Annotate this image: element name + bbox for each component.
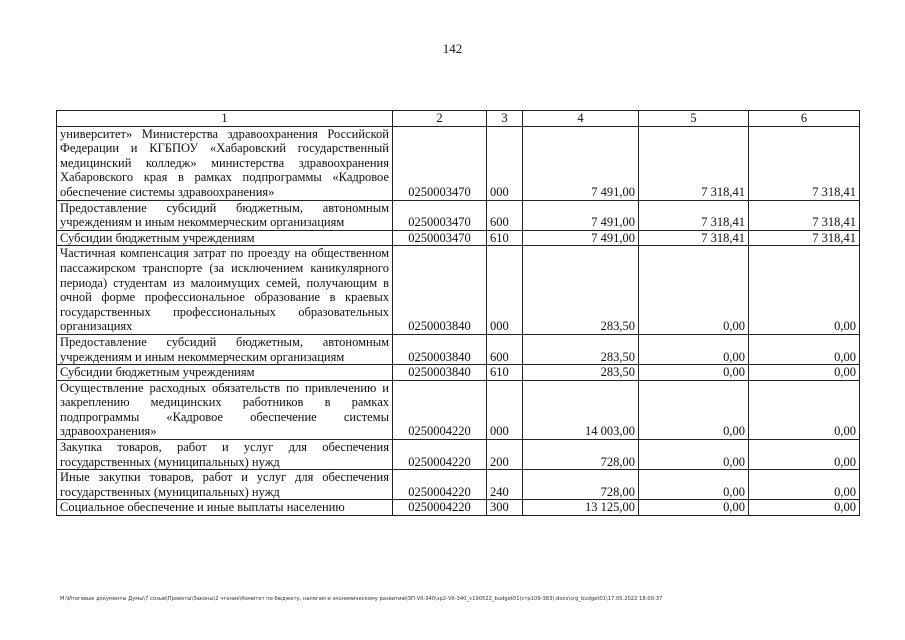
budget-table (56, 110, 860, 516)
value-col6: 7 318,41 (749, 200, 860, 230)
target-code: 0250003470 (393, 230, 487, 246)
value-col5: 7 318,41 (639, 230, 749, 246)
expense-type: 000 (487, 380, 523, 439)
value-col4: 283,50 (523, 365, 639, 381)
target-code: 0250003470 (393, 126, 487, 200)
value-col4: 283,50 (523, 334, 639, 364)
value-col4: 7 491,00 (523, 126, 639, 200)
target-code: 0250004220 (393, 500, 487, 516)
value-col4: 728,00 (523, 470, 639, 500)
value-col4: 728,00 (523, 440, 639, 470)
value-col6: 0,00 (749, 334, 860, 364)
column-header-4: 4 (523, 111, 639, 127)
value-col4: 7 491,00 (523, 200, 639, 230)
value-col6: 0,00 (749, 380, 860, 439)
target-code: 0250003840 (393, 334, 487, 364)
expense-type: 600 (487, 200, 523, 230)
value-col6: 7 318,41 (749, 230, 860, 246)
table-row (57, 365, 860, 381)
value-col5: 0,00 (639, 246, 749, 335)
expense-type: 300 (487, 500, 523, 516)
target-code: 0250004220 (393, 440, 487, 470)
target-code: 0250004220 (393, 380, 487, 439)
value-col6: 0,00 (749, 470, 860, 500)
row-name: Частичная компенсация затрат по проезду на общественном пассажирском транспорте (за исключением каникулярного периода) студентам из малоимущих семей, получающим в очной форме профессиональное образование в краевых государственных профессиональных образовательных организациях (57, 246, 393, 335)
expense-type: 200 (487, 440, 523, 470)
value-col6: 0,00 (749, 246, 860, 335)
table-row (57, 440, 860, 470)
expense-type: 610 (487, 230, 523, 246)
target-code: 0250003840 (393, 246, 487, 335)
expense-type: 000 (487, 246, 523, 335)
row-name: Закупка товаров, работ и услуг для обеспечения государственных (муниципальных) нужд (57, 440, 393, 470)
row-name: Предоставление субсидий бюджетным, автономным учреждениям и иным некоммерческим организациям (57, 200, 393, 230)
column-header-2: 2 (393, 111, 487, 127)
value-col5: 7 318,41 (639, 200, 749, 230)
row-name: Субсидии бюджетным учреждениям (57, 230, 393, 246)
value-col5: 7 318,41 (639, 126, 749, 200)
table-row (57, 334, 860, 364)
value-col5: 0,00 (639, 440, 749, 470)
table-row (57, 246, 860, 335)
target-code: 0250003840 (393, 365, 487, 381)
value-col6: 7 318,41 (749, 126, 860, 200)
value-col4: 14 003,00 (523, 380, 639, 439)
row-name: Субсидии бюджетным учреждениям (57, 365, 393, 381)
document-path-footer: M:\Итоговые документы Думы\7 созыв\Проекты\Законы\2 чтение\Комитет по бюджету, налогам и экономическому развитию\ЗП-VII-340\зр2-VII-340_v190522_budget01(стр109-383).docx\crg_budget01\17.05.2022 18:00:37 (60, 596, 663, 602)
value-col4: 7 491,00 (523, 230, 639, 246)
row-name: Социальное обеспечение и иные выплаты населению (57, 500, 393, 516)
expense-type: 240 (487, 470, 523, 500)
value-col5: 0,00 (639, 334, 749, 364)
column-header-6: 6 (749, 111, 860, 127)
row-name: университет» Министерства здравоохранения Российской Федерации и КГБПОУ «Хабаровский государственный медицинский колледж» министерства здравоохранения Хабаровского края в рамках подпрограммы «Кадровое обеспечение системы здравоохранения» (57, 126, 393, 200)
target-code: 0250003470 (393, 200, 487, 230)
value-col6: 0,00 (749, 365, 860, 381)
expense-type: 610 (487, 365, 523, 381)
expense-type: 600 (487, 334, 523, 364)
column-header-5: 5 (639, 111, 749, 127)
column-header-3: 3 (487, 111, 523, 127)
row-name: Предоставление субсидий бюджетным, автономным учреждениям и иным некоммерческим организациям (57, 334, 393, 364)
table-header-row (57, 111, 860, 127)
table-row (57, 380, 860, 439)
value-col6: 0,00 (749, 500, 860, 516)
value-col4: 13 125,00 (523, 500, 639, 516)
page-number: 142 (442, 41, 463, 56)
value-col5: 0,00 (639, 470, 749, 500)
column-header-1: 1 (57, 111, 393, 127)
value-col5: 0,00 (639, 500, 749, 516)
row-name: Осуществление расходных обязательств по привлечению и закреплению медицинских работников в рамках подпрограммы «Кадровое обеспечение системы здравоохранения» (57, 380, 393, 439)
table-row (57, 230, 860, 246)
table-row (57, 200, 860, 230)
row-name: Иные закупки товаров, работ и услуг для обеспечения государственных (муниципальных) нужд (57, 470, 393, 500)
expense-type: 000 (487, 126, 523, 200)
value-col5: 0,00 (639, 380, 749, 439)
table-row (57, 500, 860, 516)
value-col4: 283,50 (523, 246, 639, 335)
value-col6: 0,00 (749, 440, 860, 470)
table-row (57, 126, 860, 200)
target-code: 0250004220 (393, 470, 487, 500)
table-row (57, 470, 860, 500)
value-col5: 0,00 (639, 365, 749, 381)
